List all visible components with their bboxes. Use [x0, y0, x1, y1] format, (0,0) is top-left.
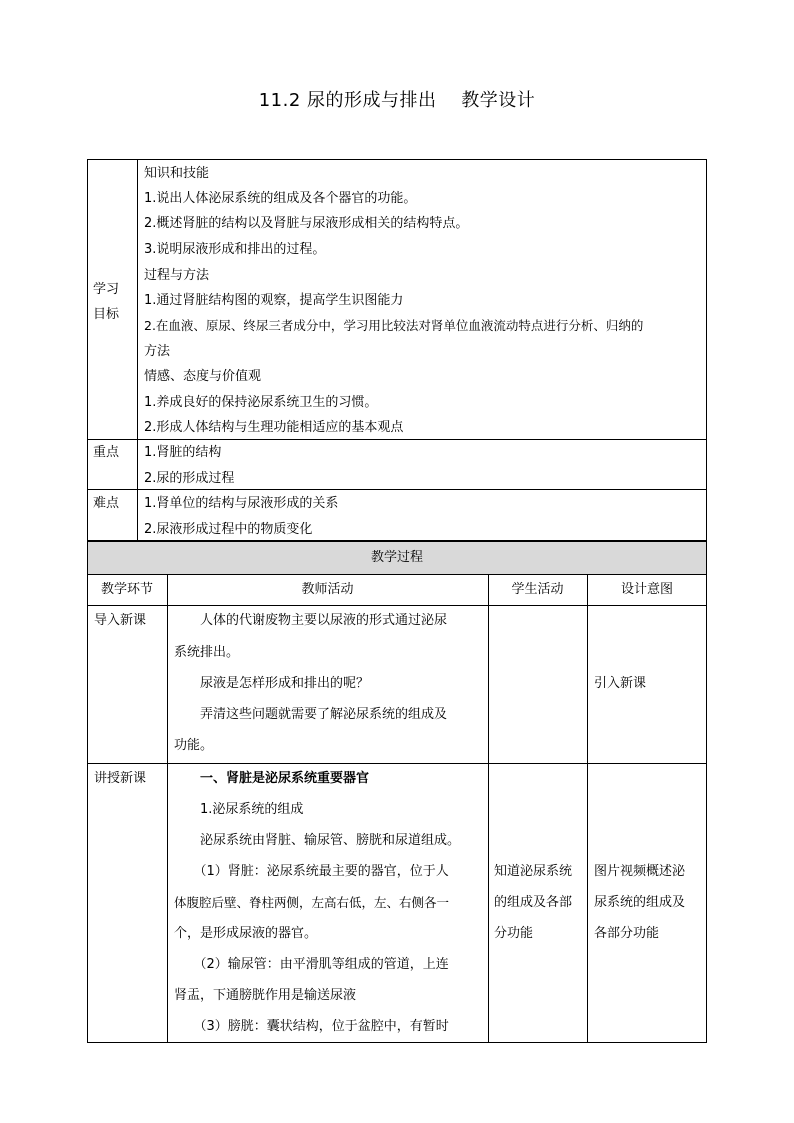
row1-teacher-line: 弄清这些问题就需要了解泌尿系统的组成及: [174, 707, 448, 722]
goals-line: 2.在血液、原尿、终尿三者成分中，学习用比较法对肾单位血液流动特点进行分析、归纳的: [144, 318, 644, 333]
row2-teacher-line: 个，是形成尿液的器官。: [174, 926, 318, 941]
process-header-divider: [87, 574, 707, 575]
row2-stage: 讲授新课: [94, 771, 147, 786]
row2-teacher-line: （3）膀胱：囊状结构，位于盆腔中，有暂时: [174, 1019, 449, 1034]
goals-line: 知识和技能: [144, 166, 210, 181]
key-point-line: 2.尿的形成过程: [144, 471, 235, 486]
process-columns-divider: [87, 605, 707, 606]
row2-teacher-line: （2）输尿管：由平滑肌等组成的管道，上连: [174, 957, 449, 972]
goals-line: 方法: [144, 344, 171, 359]
row2-teacher-line: 泌尿系统由肾脏、输尿管、膀胱和尿道组成。: [174, 833, 461, 848]
objectives-row-divider: [87, 439, 707, 440]
goals-line: 过程与方法: [144, 268, 210, 283]
process-header: 教学过程: [370, 550, 423, 565]
goals-label-line-1: 学习: [93, 282, 120, 297]
goals-line: 1.通过肾脏结构图的观察，提高学生识图能力: [144, 293, 404, 308]
column-header-student: 学生活动: [511, 582, 564, 597]
row2-student-line: 知道泌尿系统: [494, 864, 573, 879]
column-header-teacher: 教师活动: [301, 582, 354, 597]
goals-label: [93, 282, 119, 323]
goals-line: 1.养成良好的保持泌尿系统卫生的习惯。: [144, 395, 378, 410]
difficulty-line: 2.尿液形成过程中的物质变化: [144, 522, 313, 537]
row1-stage: 导入新课: [94, 613, 147, 628]
row2-intent-line: 各部分功能: [594, 926, 660, 941]
column-header-intent: 设计意图: [620, 582, 673, 597]
row2-teacher-line: 体腹腔后壁、脊柱两侧，左高右低，左、右侧各一: [174, 895, 450, 910]
difficulty-line: 1.肾单位的结构与尿液形成的关系: [144, 496, 339, 511]
objectives-column-divider: [137, 159, 138, 541]
column-header-stage: 教学环节: [100, 582, 153, 597]
goals-line: 3.说明尿液形成和排出的过程。: [144, 242, 326, 257]
keypoints-row-divider: [87, 489, 707, 490]
key-point-line: 1.肾脏的结构: [144, 445, 222, 460]
page-title: 11.2 尿的形成与排出 教学设计: [258, 90, 536, 111]
row2-teacher-line: （1）肾脏：泌尿系统最主要的器官，位于人: [174, 864, 449, 879]
process-col-divider-2: [488, 574, 489, 1043]
row2-student-line: 的组成及各部: [494, 895, 573, 910]
difficulties-label: 难点: [93, 496, 120, 511]
process-row1-divider: [87, 763, 707, 764]
goals-line: 2.概述肾脏的结构以及肾脏与尿液形成相关的结构特点。: [144, 216, 469, 231]
row2-intent-line: 图片视频概述泌: [594, 864, 686, 879]
goals-line: 2.形成人体结构与生理功能相适应的基本观点: [144, 420, 404, 435]
row1-teacher-line: 尿液是怎样形成和排出的呢？: [174, 676, 370, 691]
key-points-label: 重点: [93, 445, 120, 460]
row2-teacher-line: 1.泌尿系统的组成: [174, 802, 304, 817]
row1-teacher-line: 功能。: [174, 738, 214, 753]
row2-student-line: 分功能: [494, 926, 534, 941]
goals-line: 情感、态度与价值观: [144, 369, 262, 384]
row1-teacher-line: 系统排出。: [174, 645, 240, 660]
goals-line: 1.说出人体泌尿系统的组成及各个器官的功能。: [144, 191, 417, 206]
process-col-divider-3: [587, 574, 588, 1043]
row2-teacher-line: 肾盂，下通膀胱作用是输送尿液: [174, 988, 357, 1003]
goals-label-line-2: 目标: [93, 307, 120, 322]
row1-intent: 引入新课: [594, 676, 647, 691]
process-col-divider-1: [167, 574, 168, 1043]
row2-teacher-line: 一、肾脏是泌尿系统重要器官: [174, 771, 370, 786]
row2-intent-line: 尿系统的组成及: [594, 895, 686, 910]
row1-teacher-line: 人体的代谢废物主要以尿液的形式通过泌尿: [174, 613, 448, 628]
